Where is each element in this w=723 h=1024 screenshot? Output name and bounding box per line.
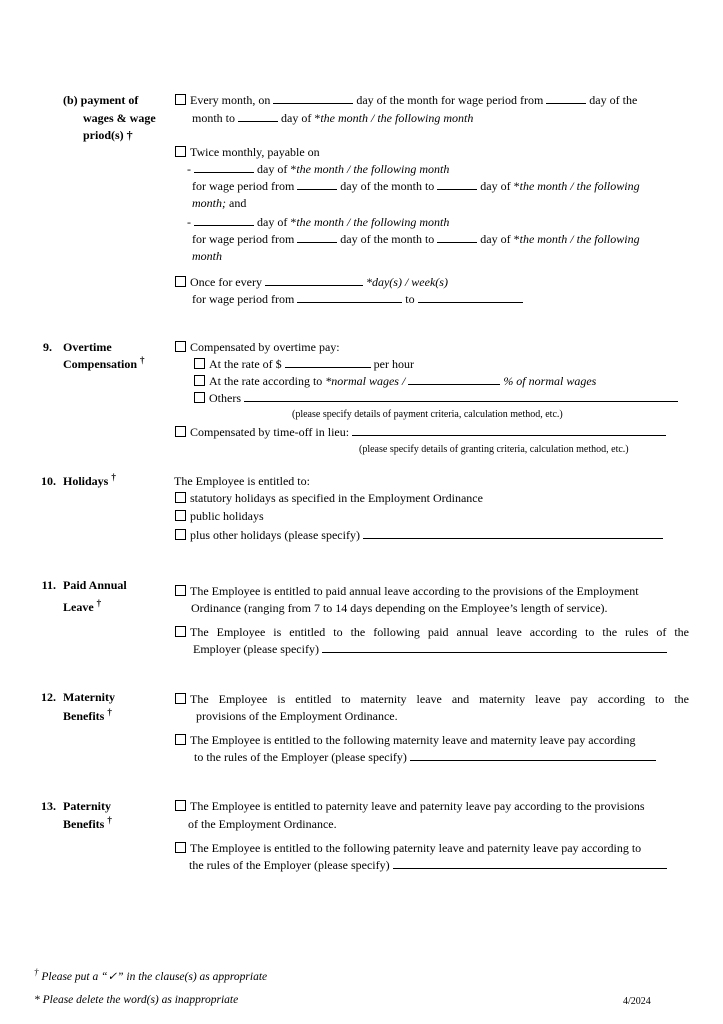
once-text-c: for wage period from <box>192 292 295 306</box>
section-10-number: 10. <box>41 474 56 488</box>
paternity-blank[interactable] <box>393 857 667 869</box>
dagger-mark: † <box>107 707 112 717</box>
footer-note-2: * Please delete the word(s) as inappropriate <box>34 994 239 1006</box>
monthly-option <box>175 92 689 110</box>
others-checkbox[interactable] <box>194 392 205 403</box>
statutory-holidays-option <box>175 490 483 508</box>
paternity-ordinance-text-a: The Employee is entitled to paternity leave and paternity leave pay according to the provisions <box>190 799 645 813</box>
twice-second-period-end <box>192 248 222 266</box>
annual-leave-ordinance-text-b: Ordinance (ranging from 7 to 14 days depending on the Employee’s length of service). <box>191 601 608 615</box>
maternity-ordinance-text-b: provisions of the Employment Ordinance. <box>196 709 398 723</box>
public-holidays-text: public holidays <box>190 509 264 523</box>
version-label: 4/2024 <box>623 996 651 1007</box>
rate-checkbox[interactable] <box>194 358 205 369</box>
overtime-note-2: (please specify details of granting criteria, calculation method, etc.) <box>359 444 629 455</box>
twice-first-to-blank[interactable] <box>437 178 477 190</box>
paternity-employer-line-2 <box>189 857 667 875</box>
section-11-title-2 <box>63 599 101 617</box>
maternity-employer-text-a: The Employee is entitled to the following maternity leave and maternity leave pay according <box>190 733 636 747</box>
twice-text-e: day of * <box>480 232 520 246</box>
time-off-option <box>175 424 666 442</box>
section-9-title-text: Compensation <box>63 357 138 371</box>
once-every-blank[interactable] <box>265 274 363 286</box>
rate-rule-checkbox[interactable] <box>194 375 205 386</box>
monthly-to-blank[interactable] <box>238 110 278 122</box>
twice-first-period <box>192 178 689 196</box>
section-9-title-2 <box>63 356 145 374</box>
twice-text-a: day of * <box>257 215 297 229</box>
monthly-text-f: the month / the following month <box>320 111 474 125</box>
dagger-mark: † <box>140 355 145 365</box>
section-13-title-2 <box>63 816 112 834</box>
annual-leave-ordinance-option <box>175 583 639 601</box>
twice-second-pay <box>187 214 449 232</box>
time-off-checkbox[interactable] <box>175 426 186 437</box>
section-13-title-text: Benefits <box>63 817 105 831</box>
other-holidays-blank[interactable] <box>363 527 663 539</box>
time-off-text: Compensated by time-off in lieu: <box>190 425 350 439</box>
monthly-text-a: Every month, on <box>190 93 271 107</box>
rate-rule-option <box>194 373 596 391</box>
paternity-ordinance-text-b: of the Employment Ordinance. <box>188 817 337 831</box>
rate-text-b: per hour <box>373 357 414 371</box>
twice-text-f: the month / the following <box>519 179 640 193</box>
twice-first-period-end <box>192 195 246 213</box>
once-text-a: Once for every <box>190 275 262 289</box>
twice-second-day-blank[interactable] <box>194 214 254 226</box>
twice-text-b: the month / the following month <box>296 215 450 229</box>
paternity-employer-option <box>175 840 641 858</box>
monthly-text-e: day of * <box>281 111 321 125</box>
annual-leave-employer-text-b: Employer (please specify) <box>193 642 319 656</box>
paternity-employer-checkbox[interactable] <box>175 842 186 853</box>
rate-amount-blank[interactable] <box>285 356 371 368</box>
twice-text-c: for wage period from <box>192 232 295 246</box>
section-12-title-text: Benefits <box>63 709 105 723</box>
monthly-from-blank[interactable] <box>546 92 586 104</box>
section-9-number: 9. <box>43 340 52 354</box>
annual-leave-employer-text-a: The Employee is entitled to the following paid annual leave according to the rules of the <box>190 625 689 639</box>
overtime-pay-checkbox[interactable] <box>175 341 186 352</box>
other-holidays-option <box>175 527 663 545</box>
annual-leave-employer-checkbox[interactable] <box>175 626 186 637</box>
dagger-mark: † <box>111 472 116 482</box>
once-text-b: *day(s) / week(s) <box>365 275 448 289</box>
overtime-note-1: (please specify details of payment criteria, calculation method, etc.) <box>292 409 563 420</box>
section-9-title-1: Overtime <box>63 340 112 354</box>
annual-leave-ordinance-checkbox[interactable] <box>175 585 186 596</box>
twice-text-h: and <box>226 196 247 210</box>
paternity-employer-text-a: The Employee is entitled to the following paternity leave and paternity leave pay according to <box>190 841 642 855</box>
overtime-pay-text: Compensated by overtime pay: <box>190 340 340 354</box>
holidays-intro: The Employee is entitled to: <box>174 474 310 488</box>
once-period <box>192 291 523 309</box>
once-checkbox[interactable] <box>175 276 186 287</box>
paternity-employer-text-b: the rules of the Employer (please specify) <box>189 858 390 872</box>
twice-second-period <box>192 231 689 249</box>
twice-text-b: the month / the following month <box>296 162 450 176</box>
others-text: Others <box>209 391 241 405</box>
twice-text-e: day of * <box>480 179 520 193</box>
section-b-label-2: wages & wage <box>83 111 156 125</box>
section-13-title-1: Paternity <box>63 799 111 813</box>
monthly-text-b: day of the month for wage period from <box>356 93 544 107</box>
dagger-mark: † <box>96 598 102 608</box>
dash: - <box>187 215 191 229</box>
section-12-title-2 <box>63 708 112 726</box>
once-to-blank[interactable] <box>418 291 523 303</box>
once-option <box>175 274 448 292</box>
twice-checkbox[interactable] <box>175 146 186 157</box>
time-off-blank[interactable] <box>352 424 666 436</box>
maternity-ordinance-checkbox[interactable] <box>175 693 186 704</box>
section-12-title-1: Maternity <box>63 690 115 704</box>
others-blank[interactable] <box>244 390 678 402</box>
maternity-ordinance-text-a: The Employee is entitled to maternity leave and maternity leave pay according to the <box>190 692 689 706</box>
paternity-ordinance-option <box>175 798 645 816</box>
twice-text-f: the month / the following <box>519 232 640 246</box>
maternity-employer-checkbox[interactable] <box>175 734 186 745</box>
section-b-label-1: (b) payment of <box>63 93 139 107</box>
statutory-holidays-checkbox[interactable] <box>175 492 186 503</box>
twice-option <box>175 144 320 162</box>
maternity-ordinance-option <box>175 691 689 709</box>
section-10-title-text: Holidays <box>63 474 109 488</box>
twice-text-d: day of the month to <box>340 179 435 193</box>
section-11-title-text: Leave <box>63 600 94 614</box>
twice-title: Twice monthly, payable on <box>190 145 320 159</box>
rate-text-a: At the rate of $ <box>209 357 282 371</box>
maternity-employer-line-2 <box>194 749 656 767</box>
statutory-holidays-text: statutory holidays as specified in the Employment Ordinance <box>190 491 483 505</box>
twice-text-c: for wage period from <box>192 179 295 193</box>
other-holidays-text: plus other holidays (please specify) <box>190 528 360 542</box>
monthly-day-blank[interactable] <box>273 92 353 104</box>
twice-second-to-blank[interactable] <box>437 231 477 243</box>
twice-text-d: day of the month to <box>340 232 435 246</box>
dagger-mark: † <box>34 967 39 978</box>
footer-note-1-text: Please put a “✓” in the clause(s) as appropriate <box>38 971 268 983</box>
public-holidays-option <box>175 508 264 526</box>
section-12-number: 12. <box>41 690 56 704</box>
rate-percent-blank[interactable] <box>408 373 500 385</box>
maternity-employer-text-b: to the rules of the Employer (please specify) <box>194 750 407 764</box>
footer-note-1 <box>34 969 267 987</box>
twice-text-a: day of * <box>257 162 297 176</box>
monthly-checkbox[interactable] <box>175 94 186 105</box>
maternity-employer-option <box>175 732 636 750</box>
twice-second-from-blank[interactable] <box>297 231 337 243</box>
rate-rule-text-c: % of normal wages <box>503 374 597 388</box>
twice-text-i: month <box>192 249 222 263</box>
twice-first-pay <box>187 161 449 179</box>
section-10-title <box>63 473 116 491</box>
rate-rule-text-a: At the rate according to <box>209 374 326 388</box>
annual-leave-blank[interactable] <box>322 641 667 653</box>
section-11-number: 11. <box>41 578 56 592</box>
maternity-blank[interactable] <box>410 749 656 761</box>
rate-rule-text-b: *normal wages / <box>325 374 406 388</box>
other-holidays-checkbox[interactable] <box>175 529 186 540</box>
once-from-blank[interactable] <box>297 291 402 303</box>
twice-first-from-blank[interactable] <box>297 178 337 190</box>
monthly-text-d: month to <box>192 111 236 125</box>
section-11-title-1: Paid Annual <box>63 578 127 592</box>
monthly-option-line-2 <box>192 110 473 128</box>
annual-leave-employer-option <box>175 624 689 642</box>
annual-leave-employer-line-2 <box>193 641 667 659</box>
public-holidays-checkbox[interactable] <box>175 510 186 521</box>
dash: - <box>187 162 191 176</box>
paternity-ordinance-checkbox[interactable] <box>175 800 186 811</box>
rate-option <box>194 356 414 374</box>
annual-leave-ordinance-text-a: The Employee is entitled to paid annual leave according to the provisions of the Employment <box>190 584 639 598</box>
monthly-text-c: day of the <box>589 93 638 107</box>
once-text-d: to <box>405 292 415 306</box>
section-13-number: 13. <box>41 799 56 813</box>
twice-text-g: month; <box>192 196 226 210</box>
dagger-mark: † <box>107 815 112 825</box>
others-option <box>194 390 678 408</box>
overtime-pay-option <box>175 339 340 357</box>
twice-first-day-blank[interactable] <box>194 161 254 173</box>
section-b-label-3: priod(s) † <box>83 128 133 142</box>
